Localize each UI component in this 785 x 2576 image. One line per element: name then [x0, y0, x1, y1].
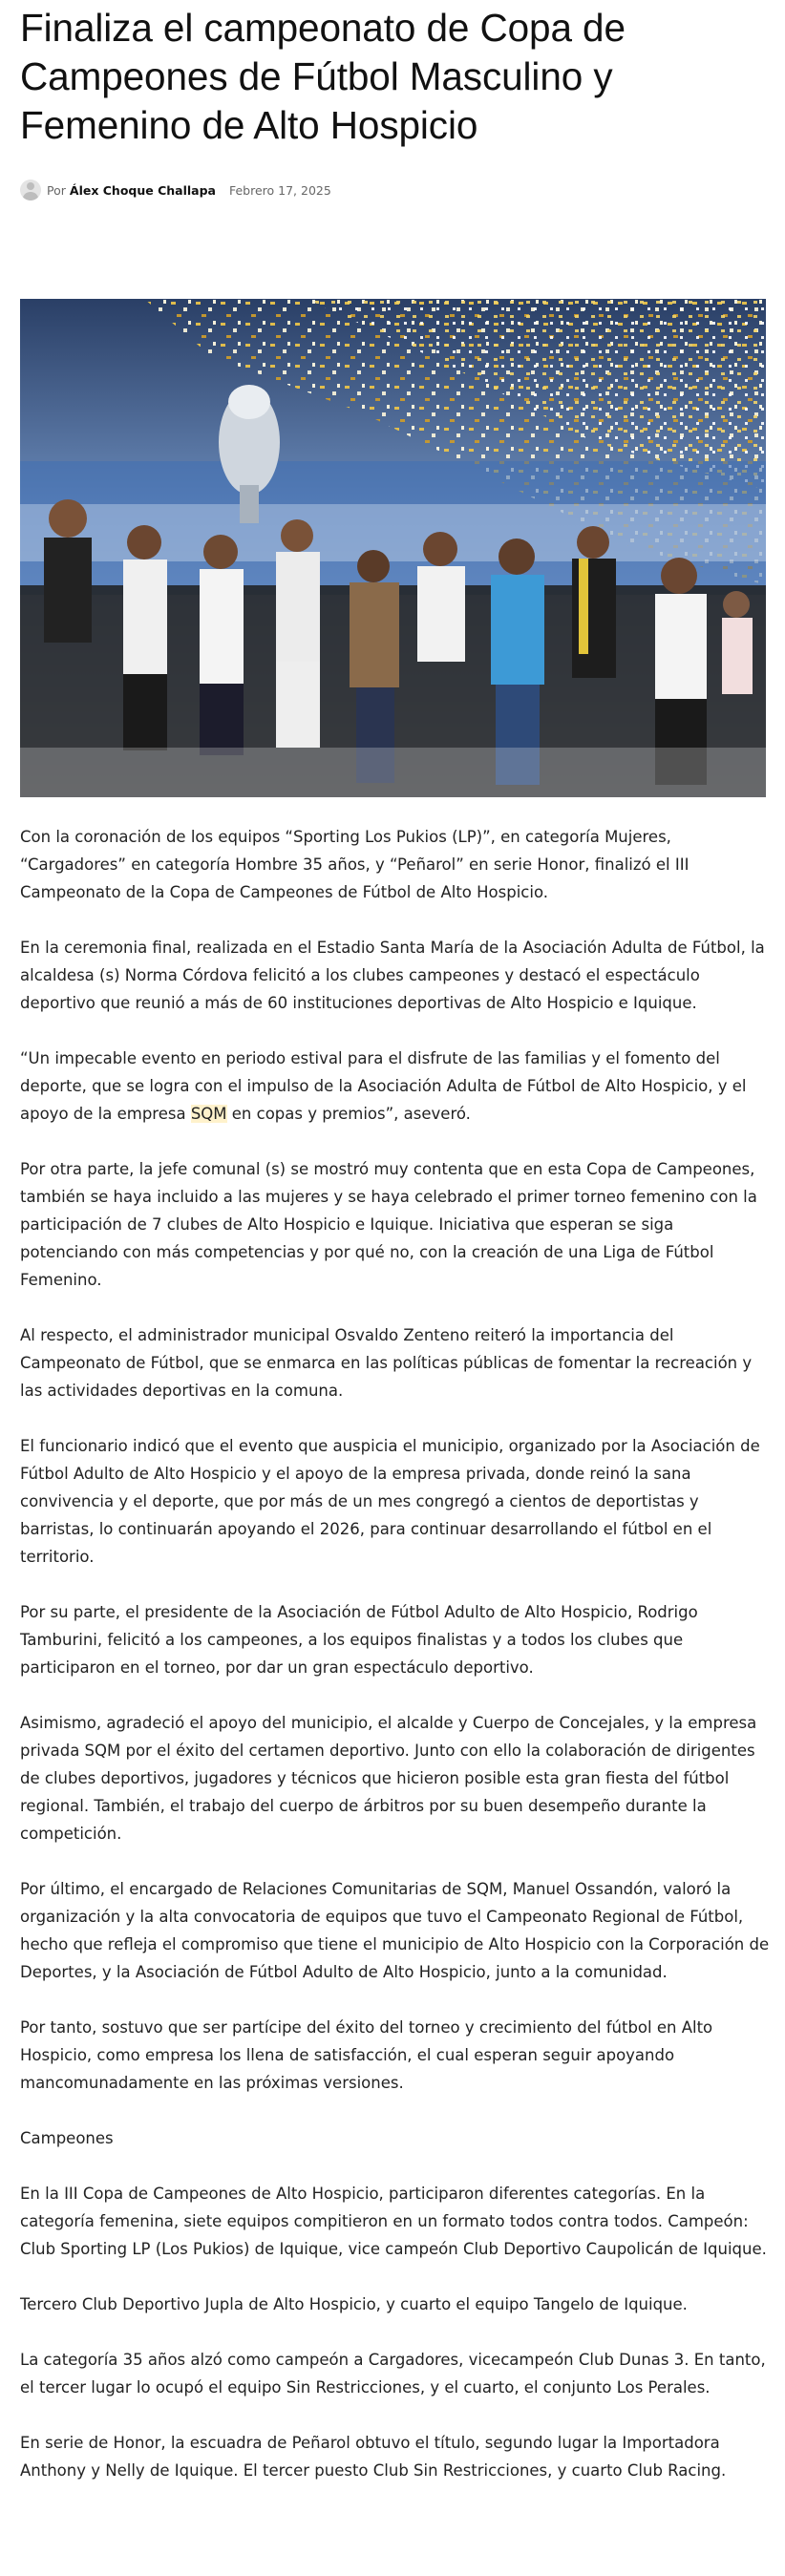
byline	[20, 178, 331, 202]
article-body	[20, 823, 770, 2512]
article-title: Finaliza el campeonato de Copa de Campeones de Fútbol Masculino y Femenino de Alto Hospicio	[20, 6, 626, 147]
paragraph: Tercero Club Deportivo Jupla de Alto Hospicio, y cuarto el equipo Tangelo de Iquique.	[20, 2295, 688, 2313]
avatar-icon[interactable]	[20, 179, 41, 201]
quote-text-end: en copas y premios”, aseveró.	[226, 1105, 471, 1123]
paragraph: Asimismo, agradeció el apoyo del municipio, el alcalde y Cuerpo de Concejales, y la empresa privada SQM por el éxito del certamen deportivo. Junto con ello la colaboración de dirigentes de clubes deportivos, jugadores y técnicos que hicieron posible esta gran fiesta del fútbol regional. También, el trabajo del cuerpo de árbitros por su buen desempeño durante la competición.	[20, 1714, 757, 1843]
section-heading-campeones: Campeones	[20, 2129, 114, 2147]
paragraph: Con la coronación de los equipos “Sporting Los Pukios (LP)”, en categoría Mujeres, “Cargadores” en categoría Hombre 35 años, y “Peñarol” en serie Honor, finalizó el III Campeonato de la Copa de Campeones de Fútbol de Alto Hospicio.	[20, 828, 690, 901]
paragraph: El funcionario indicó que el evento que auspicia el municipio, organizado por la Asociación de Fútbol Adulto de Alto Hospicio y el apoyo de la empresa privada, donde reinó la sana convivencia y el deporte, que por más de un mes congregó a cientos de deportistas y barristas, lo continuarán apoyando el 2026, para continuar desarrollando el fútbol en el territorio.	[20, 1437, 760, 1566]
paragraph: Por su parte, el presidente de la Asociación de Fútbol Adulto de Alto Hospicio, Rodrigo Tamburini, felicitó a los campeones, a los equipos finalistas y a todos los clubes que participaron en el torneo, por dar un gran espectáculo deportivo.	[20, 1603, 698, 1677]
paragraph: En la ceremonia final, realizada en el Estadio Santa María de la Asociación Adulta de Fútbol, la alcaldesa (s) Norma Córdova felicitó a los clubes campeones y destacó el espectáculo deportivo que reunió a más de 60 instituciones deportivas de Alto Hospicio e Iquique.	[20, 939, 765, 1012]
quote-text-start: “Un impecable evento en periodo estival para el disfrute de las familias y el fomento del deporte, que se logra con el impulso de la Asociación Adulta de Fútbol de Alto Hospicio, y el apoyo de la empresa	[20, 1049, 747, 1123]
paragraph: Al respecto, el administrador municipal Osvaldo Zenteno reiteró la importancia del Campeonato de Fútbol, que se enmarca en las políticas públicas de fomentar la recreación y las actividades deportivas en la comuna.	[20, 1326, 753, 1400]
byline-label: Por	[47, 182, 66, 198]
paragraph: En serie de Honor, la escuadra de Peñarol obtuvo el título, segundo lugar la Importadora Anthony y Nelly de Iquique. El tercer puesto Club Sin Restricciones, y cuarto Club Racing.	[20, 2434, 727, 2480]
publish-date: Febrero 17, 2025	[228, 182, 331, 198]
sqm-link[interactable]: SQM	[190, 1105, 227, 1123]
hero-image	[20, 299, 766, 797]
paragraph: La categoría 35 años alzó como campeón a Cargadores, vicecampeón Club Dunas 3. En tanto, el tercer lugar lo ocupó el equipo Sin Restricciones, y el cuarto, el conjunto Los Perales.	[20, 2351, 766, 2397]
paragraph-quote	[20, 1045, 770, 1128]
paragraph: Por tanto, sostuvo que ser partícipe del éxito del torneo y crecimiento del fútbol en Alto Hospicio, como empresa los llena de satisfacción, el cual esperan seguir apoyando mancomunadamente en las próximas versiones.	[20, 2018, 713, 2092]
paragraph: Por otra parte, la jefe comunal (s) se mostró muy contenta que en esta Copa de Campeones, también se haya incluido a las mujeres y se haya celebrado el primer torneo femenino con la participación de 7 clubes de Alto Hospicio e Iquique. Iniciativa que esperan se siga potenciando con más competencias y por qué no, con la creación de una Liga de Fútbol Femenino.	[20, 1160, 757, 1289]
author-link[interactable]: Álex Choque Challapa	[69, 182, 216, 198]
paragraph: Por último, el encargado de Relaciones Comunitarias de SQM, Manuel Ossandón, valoró la organización y la alta convocatoria de equipos que tuvo el Campeonato Regional de Fútbol, hecho que refleja el compromiso que tiene el municipio de Alto Hospicio con la Corporación de Deportes, y la Asociación de Fútbol Adulto de Alto Hospicio, junto a la comunidad.	[20, 1880, 770, 1981]
paragraph: En la III Copa de Campeones de Alto Hospicio, participaron diferentes categorías. En la categoría femenina, siete equipos compitieron en un formato todos contra todos. Campeón: Club Sporting LP (Los Pukios) de Iquique, vice campeón Club Deportivo Caupolicán de Iquique.	[20, 2185, 767, 2258]
